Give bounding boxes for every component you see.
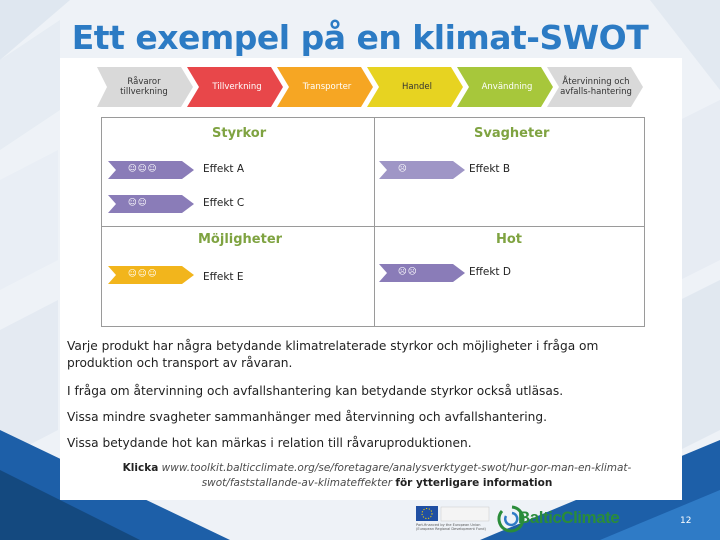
footnote-suffix: för ytterligare information — [395, 477, 553, 489]
eu-caption: Part-financed by the European Union (European Regional Development Fund) — [416, 523, 486, 531]
weakness-b-symbols: ☹ — [398, 164, 408, 174]
strength-c-symbols: ☺☺ — [128, 198, 148, 208]
chain-step-6-label: Återvinning och avfalls-hantering — [560, 77, 632, 97]
strength-a-label: Effekt A — [203, 163, 245, 175]
threat-arrow-d — [379, 264, 465, 282]
strength-a-symbols: ☺☺☺ — [128, 164, 158, 174]
strength-arrow-c — [108, 195, 194, 213]
threat-d-symbols: ☹☹ — [398, 267, 418, 277]
body-paragraph-3: Vissa mindre svagheter sammanhänger med återvinning och avfallshantering. — [67, 410, 548, 424]
chain-step-2-label: Tillverkning — [212, 82, 262, 92]
page-number: 12 — [680, 516, 692, 526]
opportunity-e-symbols: ☺☺☺ — [128, 269, 158, 279]
slide-title: Ett exempel på en klimat-SWOT — [71, 18, 649, 57]
grid-divider-vertical — [374, 118, 375, 326]
opportunity-e-label: Effekt E — [203, 271, 244, 283]
grid-divider-horizontal — [102, 226, 644, 227]
weakness-arrow-b — [379, 161, 465, 179]
threat-d-label: Effekt D — [469, 266, 511, 278]
swot-grid — [101, 117, 645, 327]
body-paragraph-1: Varje produkt har några betydande klimatrelaterade styrkor och möjligheter i fråga om produktion och transport av råvaran. — [67, 339, 599, 370]
footnote — [97, 461, 657, 491]
weakness-b-label: Effekt B — [469, 163, 511, 175]
value-chain — [97, 67, 643, 107]
footnote-link[interactable]: www.toolkit.balticclimate.org/se/foretagare/analysverktyget-swot/hur-gor-man-en-klimat-swot/faststallande-av-klimateffekter — [161, 462, 632, 489]
strengths-heading: Styrkor — [212, 126, 267, 141]
body-paragraph-4: Vissa betydande hot kan märkas i relation till råvaruproduktionen. — [67, 436, 472, 450]
footnote-prefix: Klicka — [122, 462, 159, 474]
chain-step-1-label: Råvaror tillverkning — [120, 77, 168, 97]
body-paragraph-2: I fråga om återvinning och avfallshantering kan betydande styrkor också utläsas. — [67, 384, 564, 398]
balticclimate-logo: BalticClimate — [518, 508, 620, 527]
chain-step-4-label: Handel — [402, 82, 432, 92]
strength-c-label: Effekt C — [203, 197, 245, 209]
threats-heading: Hot — [496, 232, 523, 247]
weaknesses-heading: Svagheter — [474, 126, 550, 141]
opportunities-heading: Möjligheter — [198, 232, 283, 247]
logo-strip — [414, 502, 634, 536]
chain-step-3-label: Transporter — [302, 82, 352, 92]
chain-step-5-label: Användning — [481, 82, 533, 92]
